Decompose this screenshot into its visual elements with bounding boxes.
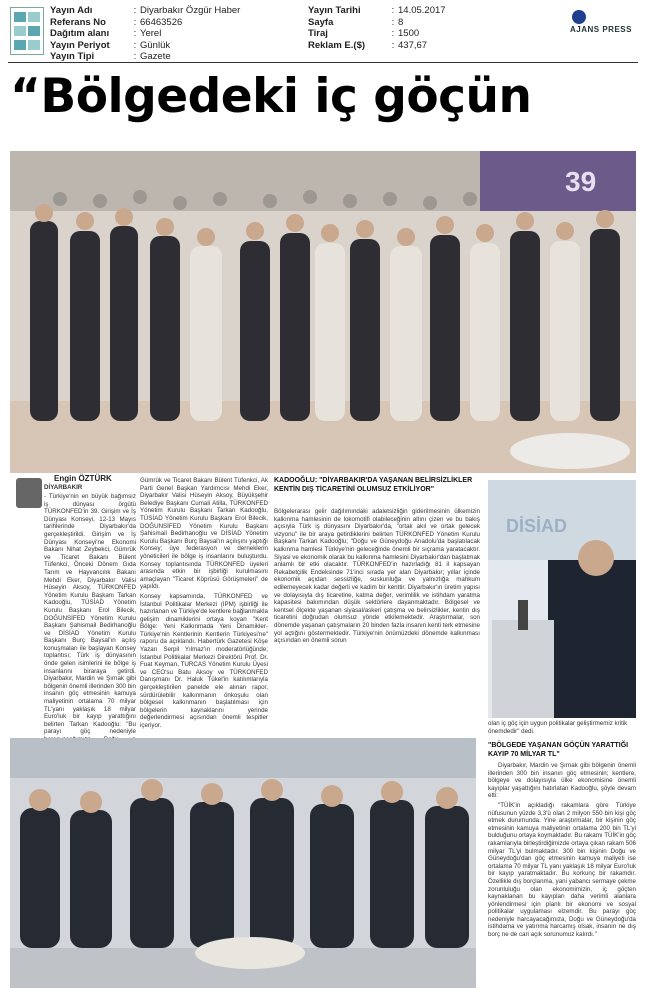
globe-icon [572,10,586,24]
meta-left: Yayın Adı : Diyarbakır Özgür Haber Referans No : 66463526 Dağıtım alanı : Yerel Yayın Periyot : Günlük Yayın Tipi : Gazete [50,5,241,62]
group-photo-art [10,151,636,473]
group-photo [10,151,636,473]
article-col3: Bölgelerarası gelir dağılımındaki adaletsizliğin giderilmesinin ülkemizin kalkınma hamlesinin de lokomotifi olabileceğinin altını çizen ve bu bakış açısıyla Türk iş dünyasını Diyarbakır'da, "ortak akıl ve ortak gelecek vizyonu" ile bir araya getirdiklerini belirten TÜRKONFED Yönetim Kurulu Başkanı Tarkan Kadooğlu; "Doğu ve Güneydoğu Anadolu'da başlatılacak kalkınma hamlesi Türkiye'nin geleceğinde önemli bir sıçrama yaratacaktır. Siyasi ve ekonomik olarak bu kalkınma hamlesini Diyarbakır'dan başlatmak anlamlı bir etki olacaktır. TÜRKONFED'in hazırladığı 81 il kapsayan Rekabetçilik Endeksinde 71'inci sırada yer alan Diyarbakır; yıllar içinde ekonomik açıdan sessizliğe, suskunluğa ve yalnızlığa mahkum edilemeyecek kadar değerli ve kadim bir kenttir. Diyarbakır'ın üretim yapısı ve dolayısıyla dış ticaretine, katma değer, verimlilik ve istihdam yaratma kapasitesi bakımından düşük sektörlere dayanmaktadır. Bölgesel ve kentsel ölçekte yaşanan siyasal/askeri çatışma ve belirsizlikler, kentin dış ticaretini doğrudan olumsuz yönde etkilemektedir. Araştırmalar, son dönemde yaşanan çatışmaların 20 binden fazla insanın kenti terk etmesine yol açtığını göstermektedir. Türkiye'nin önümüzdeki dönemde kalkınması açısından en önemli sorun [274,508,480,645]
speaker-photo-art [488,480,636,718]
meta-right: Yayın Tarihi : 14.05.2017 Sayfa : 8 Tiraj : 1500 Reklam E.($) : 437,67 [308,5,446,51]
photo-caption: olan iç göç için uygun politikalar geliştirmemiz kritik önemdedir" dedi. [488,720,628,735]
svg-text:DİSİAD: DİSİAD [506,516,568,536]
agency-logo: AJANS PRESS [570,10,638,34]
author-name: Engin ÖZTÜRK [54,474,112,483]
article-col2: Gümrük ve Ticaret Bakanı Bülent Tüfenkci, Ak Parti Genel Başkan Yardımcısı Mehdi Eker, Diyarbakır Valisi Hüseyin Aksoy, Büyükşehir Belediye Başkanı Cumali Atilla, TÜRKONFED Yönetim Kurulu Başkanı Tarkan Kadooğlu, TÜSİAD Yönetim Kurulu Başkanı Erol Bilecik, DOĞUNSİFED Yönetim Kurulu Başkanı Şahismail Bedirhanoğlu ve DİSİAD Yönetim Kurulu Başkanı Burç Baysal'ın açılışını yaptığı Konsey; üye federasyon ve derneklerin yöneticileri ile bölge iş insanlarını buluşturdu. Konsey toplantısında TÜRKONFED üyeleri arasında etkin bir işbirliği kurulmasını amaçlayan "Ticaret Köprüsü Görüşmeleri" de yapıldı. Konsey kapsamında, TÜRKONFED ve İstanbul Politikalar Merkezi (IPM) işbirliği ile hazırlanan ve Türkiye'de kentlere bağlanmakla gelişim dinamiklerini ortaya koyan "Kent Bölge: Yeni Kalkınmada Yeni Dinamikler-Türkiye'nin Kentlerinin Kentlerin Türkiyesi'ne" raporu da açıklandı. Habertürk Gazetesi Köşe Yazarı Serpil Yılmaz'ın moderatörlüğünde; İstanbul Politikalar Merkezi Direktörü Prof. Dr. Fuat Keyman, TURCAS Yönetim Kurulu Üyesi ve CEO'su Batu Aksoy ve TÜRKONFED Danışmanı Dr. Haluk Tükel'in katılımlarıyla gerçekleştirilen panelde ele alınan rapor, sürdürülebilir kalkınmanın önkoşulu olan bölgesel kalkınmanın başlatılması için bölgelerin kaynaklarını yerinde değerlendirmesi açısından önemli tespitler içeriyor. [140,477,268,729]
subhead-kadooglu: KADOOĞLU: "DİYARBAKIR'DA YAŞANAN BELİRSİZLİKLER KENTİN DIŞ TİCARETİNİ OLUMSUZ ETKİLİYOR" [274,477,473,493]
header-rule [8,62,638,63]
clipping-header [0,0,646,62]
speaker-photo [488,480,636,718]
headline: “Bölgedeki iç göçün [10,69,532,124]
col1-lead: DİYARBAKIR [44,484,83,491]
svg-text:39: 39 [565,166,597,197]
panel-photo [10,738,476,988]
subhead-loss: "BÖLGEDE YAŞANAN GÖÇÜN YARATTIĞI KAYIP 70 MİLYAR TL" [488,742,629,758]
newspaper-logo [10,7,44,55]
panel-photo-art [10,738,476,988]
article-col4: Diyarbakır, Mardin ve Şırnak gibi bölgenin önemli illerinden 300 bin insanın göç etmesinin; kentlere, bölgeye ve dolayısıyla ülke ekonomisine önemli kayıplar yaşattığını hatırlatan Kadooğlu, şöyle devam etti: "TÜİK'in açıkladığı rakamlara göre Türkiye nüfusunun yüzde 3,3'ü olan 2 milyon 550 bin kişi göç etmek durumunda. Yine araştırmalar, bir kişinin göç etmesinin kamuya maliyetinin ortalama 200 bin TL'yi bulduğunu ortaya koymaktadır. Bu rakamı TÜİK'in göç rakamlarıyla birleştirdiğimizde ortaya çıkan rakam 506 milyar TL'yi bulmaktadır. 300 bin kişinin Doğu ve Güneydoğu'dan göç etmesinin kamuya maliyeti ise ortalama 70 milyar TL yanı yaklaşık 18 milyar Euro'luk bir kayıp yaratmaktadır. Bu korkunç bir rakamdır. Özellikle dış borçlanma, yani yabancı sermaye çekme zorunluluğu olan ekonomimizin, iç göçten kaynaklanan bu kayıpları daha verimli alanlara yönlendirmesi için planlı bir ekonomi ve sosyal politikalar uygulaması elzemdir. Bu parayı göç nedeniyle harcayacağımıza, Doğu ve Güneydoğu'da istihdama ve yatırıma harcamış olsak, insanın ne dış borç ne de cari açık sorunumuz kalırdı." [488,762,636,939]
article-col1: - Türkiye'nin en büyük bağımsız iş dünyası örgütü TÜRKONFED'in 39. Girişim ve İş Dünyası Konseyi, 12-13 Mayıs tarihlerinde Diyarbakır'da gerçekleştirildi. Girişim ve İş Dünyası Konseyi'ne Ekonomi Bakanı Nihat Zeybekci, Gümrük ve Ticaret Bakanı Bülent Tüfenkci, Önceki Dönem Gıda Tarım ve Hayvancılık Bakanı Mehdi Eker, Diyarbakır Valisi Hüseyin Aksoy, TÜRKONFED Yönetim Kurulu Başkanı Tarkan Kadooğlu, TÜSİAD Yönetim Kurulu Başkanı Erol Bilecik, DOĞUNSİFED Yönetim Kurulu Başkanı Şahismail Bedirhanoğlu ve DİSİAD Yönetim Kurulu Başkanı Burç Baysal'ın açılış konuşmaları ile başlayan Konsey toplantısı; Türk iş dünyasının önde gelen isimlerini ile bölge iş insanlarını biraraya getirdi. Diyarbakır, Mardin ve Şırnak gibi bölgenin önemli illerinden 300 bin insanın göç etmesinin kamuya maliyetinin ortalama 70 milyar TL'yanı yaklaşık 18 milyar Euro'luk bir kayıp yarattığını belirten Tarkan Kadooğlu: "Bu parayı göç nedeniyle [44,493,136,736]
